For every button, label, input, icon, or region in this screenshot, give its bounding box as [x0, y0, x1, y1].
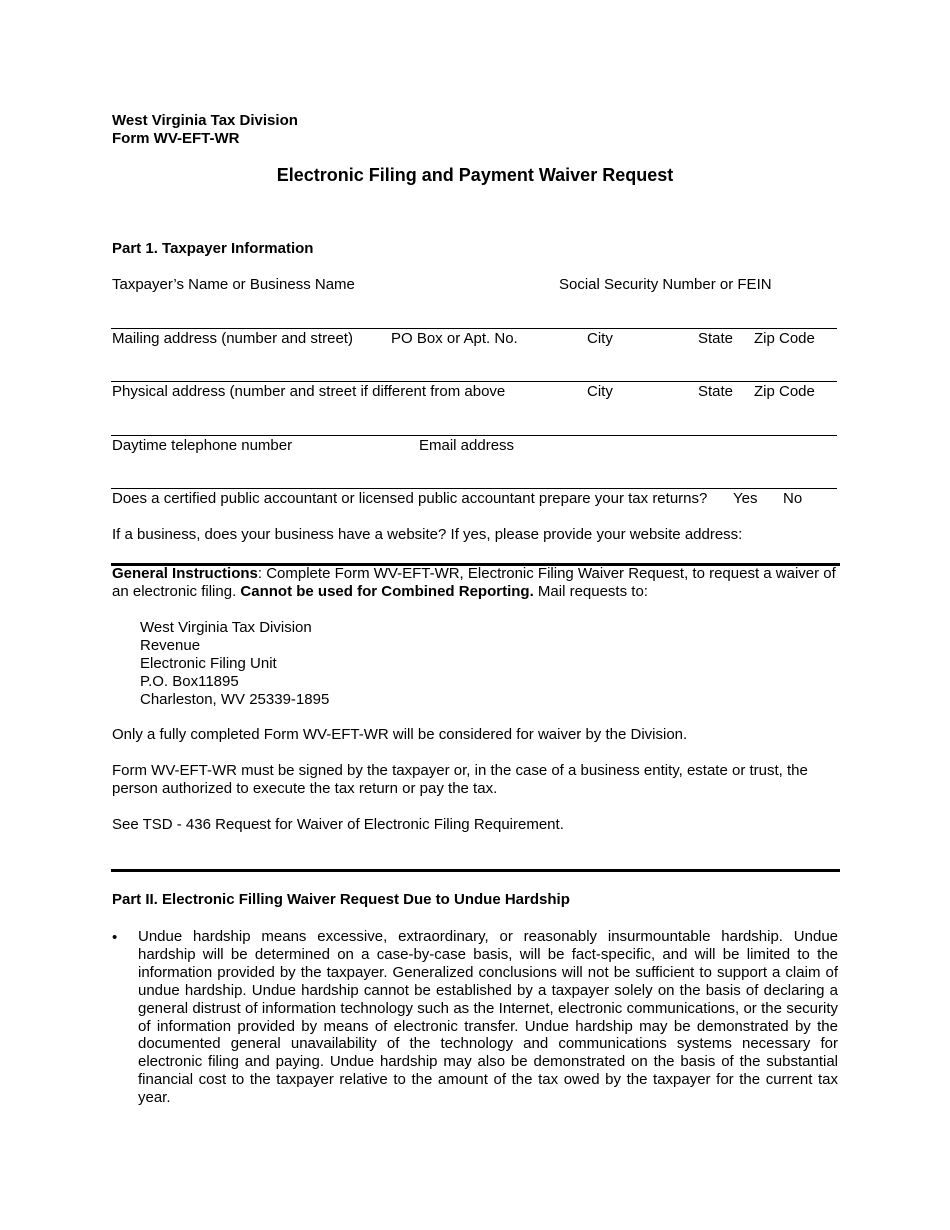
agency-name: West Virginia Tax Division [112, 112, 298, 129]
instructions-mail-text: Mail requests to: [533, 583, 648, 600]
address-line: Revenue [140, 637, 201, 654]
email-label: Email address [419, 437, 515, 454]
website-question: If a business, does your business have a website? If yes, please provide your website address: [112, 526, 743, 543]
section-divider [111, 869, 840, 872]
physical-zip-label: Zip Code [754, 383, 815, 400]
instructions-text: : Complete Form WV-EFT-WR, Electronic Filing Waiver Request, to request a waiver of an electronic filing. [112, 565, 836, 600]
physical-address-label: Physical address (number and street if different from above [112, 383, 506, 400]
address-line: Charleston, WV 25339-1895 [140, 691, 330, 708]
mailing-zip-label: Zip Code [754, 330, 815, 347]
cpa-question: Does a certified public accountant or licensed public accountant prepare your tax returns? [112, 490, 708, 507]
physical-state-label: State [698, 383, 734, 400]
physical-city-label: City [587, 383, 613, 400]
address-line: Electronic Filing Unit [140, 655, 277, 672]
address-line: West Virginia Tax Division [140, 619, 312, 636]
mailing-city-label: City [587, 330, 613, 347]
taxpayer-name-line [111, 328, 837, 329]
tsd-reference: See TSD - 436 Request for Waiver of Electronic Filing Requirement. [112, 816, 564, 833]
form-number: Form WV-EFT-WR [112, 130, 240, 147]
page-title: Electronic Filing and Payment Waiver Request [276, 165, 674, 185]
phone-label: Daytime telephone number [112, 437, 293, 454]
general-instructions [112, 565, 839, 601]
instructions-warning: Cannot be used for Combined Reporting. [240, 583, 534, 600]
bullet-icon: • [112, 929, 118, 946]
undue-hardship-text: Undue hardship means excessive, extraordinary, or reasonably insurmountable hardship. Undue hardship will be determined on a case-by-case basis, will be fact-specific, and will be limited to the information provided by the taxpayer. Generalized conclusions will not be sufficient to support a claim of undue hardship. Undue hardship cannot be established by a taxpayer solely on the basis of declaring a general distrust of information technology such as the Internet, electronic communications, or the security of information provided by means of electronic transfer. Undue hardship may be demonstrated by the documented general unavailability of the technology and communications systems necessary for electronic filing and paying. Undue hardship may also be demonstrated on the basis of the substantial financial cost to the taxpayer relative to the amount of the tax owed by the taxpayer for the current tax year. [138, 928, 838, 1107]
physical-address-line [111, 435, 837, 436]
phone-email-line [111, 488, 837, 489]
mailing-address-label: Mailing address (number and street) [112, 330, 353, 347]
mailing-state-label: State [698, 330, 734, 347]
ssn-fein-label: Social Security Number or FEIN [559, 276, 772, 293]
cpa-no-option[interactable]: No [783, 490, 803, 507]
signature-note: Form WV-EFT-WR must be signed by the taxpayer or, in the case of a business entity, estate or trust, the person authorized to execute the tax return or pay the tax. [112, 762, 808, 797]
mailing-address-line [111, 381, 837, 382]
taxpayer-name-label: Taxpayer’s Name or Business Name [112, 276, 355, 293]
part1-heading: Part 1. Taxpayer Information [112, 240, 314, 257]
completion-note: Only a fully completed Form WV-EFT-WR will be considered for waiver by the Division. [112, 726, 688, 743]
instructions-label: General Instructions [112, 565, 258, 582]
po-box-label: PO Box or Apt. No. [391, 330, 518, 347]
address-line: P.O. Box11895 [140, 673, 239, 690]
cpa-yes-option[interactable]: Yes [733, 490, 758, 507]
part2-heading: Part II. Electronic Filling Waiver Request Due to Undue Hardship [112, 891, 570, 908]
